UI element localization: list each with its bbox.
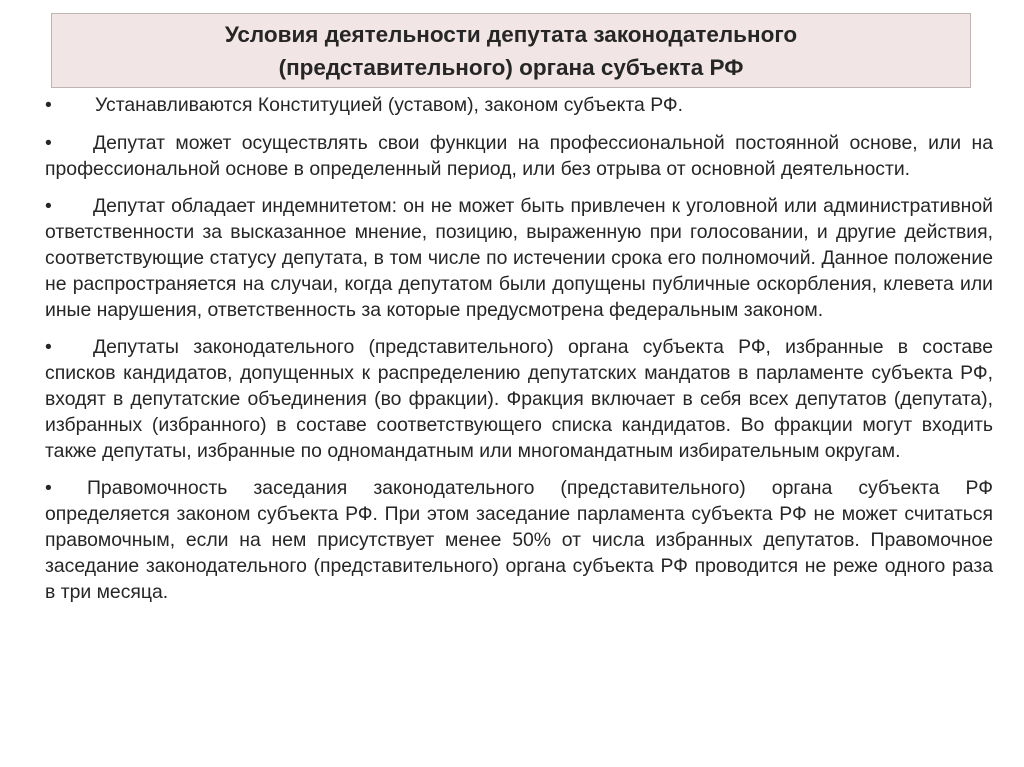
- bullet-list: [45, 93, 993, 617]
- bullet-text: Депутат может осуществлять свои функции на профессиональной постоянной основе, или на профессиональной основе в определенный период, или без отрыва от основной деятельности.: [45, 131, 993, 180]
- bullet-item: [45, 131, 993, 183]
- bullet-item: [45, 93, 993, 119]
- bullet-text: Депутаты законодательного (представительного) органа субъекта РФ, избранные в составе списков кандидатов, допущенных к распределению депутатских мандатов в парламенте субъекта РФ, входят в депутатские объединения (во фракции). Фракция включает в себя всех депутатов (депутата), избранных (избранного) в составе соответствующего списка кандидатов. Во фракции могут входить также депутаты, избранные по одномандатным или многомандатным избирательным округам.: [45, 336, 993, 462]
- bullet-dot: •: [45, 336, 52, 359]
- title-box: [51, 13, 971, 88]
- bullet-dot: •: [45, 131, 52, 154]
- title-line-2: (представительного) органа субъекта РФ: [278, 54, 744, 80]
- bullet-text: Правомочность заседания законодательного (представительного) органа субъекта РФ определяется законом субъекта РФ. При этом заседание парламента субъекта РФ не может считаться правомочным, если на нем присутствует менее 50% от числа избранных депутатов. Правомочное заседание законодательного (представительного) органа субъекта РФ проводится не реже одного раза в три месяца.: [45, 477, 993, 603]
- slide-title: [225, 18, 797, 84]
- bullet-text: Депутат обладает индемнитетом: он не может быть привлечен к уголовной или административной ответственности за высказанное мнение, позицию, выраженную при голосовании, и другие действия, соответствующие статусу депутата, в том числе по истечении срока его полномочий. Данное положение не распространяется на случаи, когда депутатом были допущены публичные оскорбления, клевета или иные нарушения, ответственность за которые предусмотрена федеральным законом.: [45, 195, 993, 321]
- bullet-dot: •: [45, 477, 52, 500]
- bullet-item: [45, 335, 993, 464]
- bullet-text: Устанавливаются Конституцией (уставом), законом субъекта РФ.: [95, 94, 684, 116]
- bullet-item: [45, 194, 993, 323]
- bullet-dot: •: [45, 94, 52, 116]
- title-line-1: Условия деятельности депутата законодательного: [224, 21, 798, 47]
- bullet-dot: •: [45, 195, 52, 218]
- bullet-item: [45, 476, 993, 605]
